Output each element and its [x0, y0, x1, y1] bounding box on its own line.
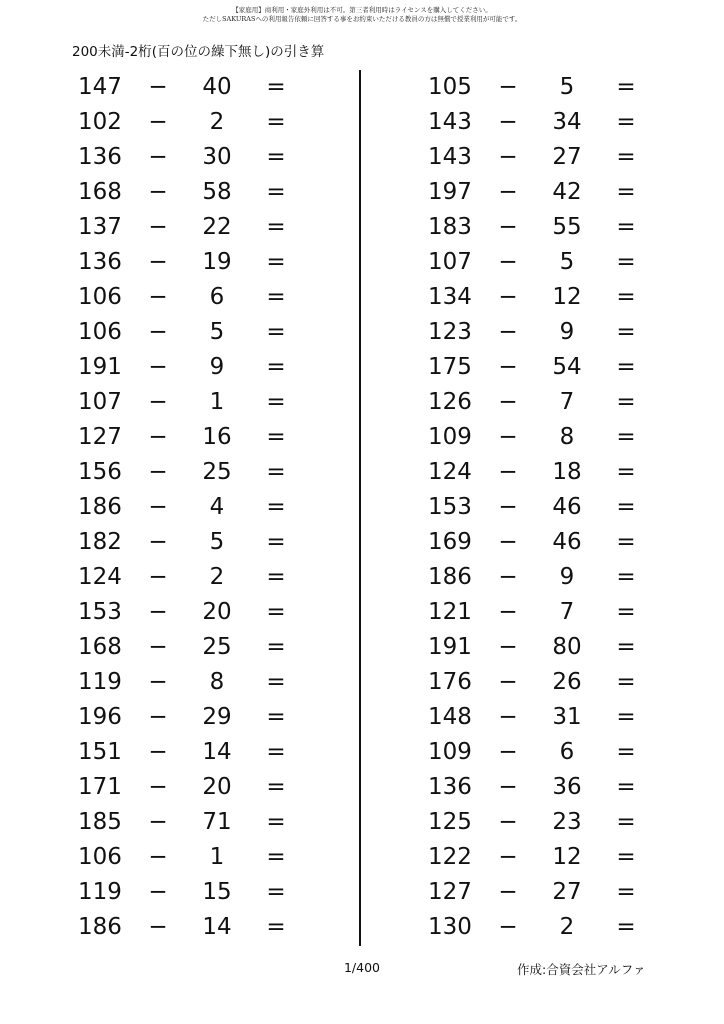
problem-row — [72, 350, 312, 385]
subtrahend: 12 — [552, 844, 582, 870]
problem-row — [422, 805, 662, 840]
minus-sign: − — [148, 214, 168, 240]
equals-sign: = — [616, 424, 636, 450]
minuend: 148 — [428, 704, 472, 730]
subtrahend: 20 — [202, 774, 232, 800]
subtrahend: 2 — [559, 914, 575, 940]
problem-row — [422, 560, 662, 595]
problem-row — [422, 840, 662, 875]
minuend: 176 — [428, 669, 472, 695]
equals-sign: = — [616, 284, 636, 310]
subtrahend: 25 — [202, 459, 232, 485]
minus-sign: − — [148, 179, 168, 205]
equals-sign: = — [616, 914, 636, 940]
problem-row — [422, 280, 662, 315]
minuend: 171 — [78, 774, 122, 800]
equals-sign: = — [266, 599, 286, 625]
subtrahend: 80 — [552, 634, 582, 660]
minuend: 143 — [428, 109, 472, 135]
problem-row — [422, 525, 662, 560]
minus-sign: − — [498, 599, 518, 625]
minus-sign: − — [498, 74, 518, 100]
equals-sign: = — [616, 319, 636, 345]
equals-sign: = — [266, 739, 286, 765]
subtrahend: 8 — [209, 669, 225, 695]
minuend: 196 — [78, 704, 122, 730]
problem-row — [72, 315, 312, 350]
minus-sign: − — [498, 634, 518, 660]
problem-row — [422, 910, 662, 945]
equals-sign: = — [266, 914, 286, 940]
minus-sign: − — [148, 494, 168, 520]
minuend: 136 — [78, 144, 122, 170]
equals-sign: = — [266, 564, 286, 590]
equals-sign: = — [616, 389, 636, 415]
minus-sign: − — [148, 319, 168, 345]
equals-sign: = — [616, 844, 636, 870]
problem-row — [72, 175, 312, 210]
minus-sign: − — [498, 879, 518, 905]
minus-sign: − — [498, 249, 518, 275]
problem-row — [72, 560, 312, 595]
license-notice-line-2: ただしSAKURASへの利用報告依頼に回答する事をお約束いただける教員の方は無償で授業利用が可能です。 — [202, 15, 522, 23]
subtrahend: 1 — [209, 389, 225, 415]
equals-sign: = — [266, 249, 286, 275]
worksheet-title: 200未満-2桁(百の位の繰下無し)の引き算 — [72, 44, 325, 60]
equals-sign: = — [616, 529, 636, 555]
minus-sign: − — [498, 389, 518, 415]
minuend: 147 — [78, 74, 122, 100]
subtrahend: 42 — [552, 179, 582, 205]
problem-row — [72, 420, 312, 455]
minuend: 124 — [78, 564, 122, 590]
problem-row — [72, 700, 312, 735]
minus-sign: − — [148, 459, 168, 485]
subtrahend: 12 — [552, 284, 582, 310]
problem-row — [422, 210, 662, 245]
problem-row — [72, 245, 312, 280]
equals-sign: = — [266, 214, 286, 240]
minuend: 109 — [428, 739, 472, 765]
minus-sign: − — [148, 774, 168, 800]
equals-sign: = — [266, 494, 286, 520]
minus-sign: − — [148, 424, 168, 450]
minuend: 137 — [78, 214, 122, 240]
equals-sign: = — [266, 669, 286, 695]
minus-sign: − — [148, 144, 168, 170]
minuend: 126 — [428, 389, 472, 415]
equals-sign: = — [266, 389, 286, 415]
minuend: 107 — [428, 249, 472, 275]
equals-sign: = — [616, 249, 636, 275]
minuend: 186 — [78, 914, 122, 940]
subtrahend: 71 — [202, 809, 232, 835]
equals-sign: = — [616, 494, 636, 520]
minus-sign: − — [148, 844, 168, 870]
problem-row — [422, 315, 662, 350]
minus-sign: − — [498, 319, 518, 345]
equals-sign: = — [266, 634, 286, 660]
equals-sign: = — [616, 564, 636, 590]
minus-sign: − — [148, 109, 168, 135]
problem-row — [422, 105, 662, 140]
subtrahend: 23 — [552, 809, 582, 835]
minus-sign: − — [148, 914, 168, 940]
problem-row — [72, 385, 312, 420]
minus-sign: − — [148, 389, 168, 415]
problem-row — [422, 665, 662, 700]
subtrahend: 9 — [559, 564, 575, 590]
minus-sign: − — [498, 844, 518, 870]
problem-row — [422, 875, 662, 910]
minuend: 153 — [428, 494, 472, 520]
subtrahend: 34 — [552, 109, 582, 135]
minus-sign: − — [148, 739, 168, 765]
minuend: 168 — [78, 634, 122, 660]
equals-sign: = — [266, 319, 286, 345]
equals-sign: = — [616, 774, 636, 800]
problem-row — [422, 385, 662, 420]
equals-sign: = — [266, 459, 286, 485]
subtrahend: 9 — [209, 354, 225, 380]
subtrahend: 6 — [209, 284, 225, 310]
equals-sign: = — [266, 774, 286, 800]
subtrahend: 2 — [209, 109, 225, 135]
equals-sign: = — [616, 74, 636, 100]
minuend: 119 — [78, 669, 122, 695]
minus-sign: − — [148, 354, 168, 380]
subtrahend: 7 — [559, 389, 575, 415]
minuend: 191 — [78, 354, 122, 380]
minuend: 107 — [78, 389, 122, 415]
problem-row — [72, 910, 312, 945]
equals-sign: = — [616, 354, 636, 380]
minus-sign: − — [148, 669, 168, 695]
problem-row — [422, 140, 662, 175]
minuend: 156 — [78, 459, 122, 485]
problem-row — [72, 770, 312, 805]
subtrahend: 58 — [202, 179, 232, 205]
minuend: 123 — [428, 319, 472, 345]
minuend: 127 — [428, 879, 472, 905]
license-notice — [0, 6, 724, 24]
left-problem-column — [72, 70, 312, 945]
equals-sign: = — [266, 74, 286, 100]
minus-sign: − — [498, 494, 518, 520]
minus-sign: − — [498, 179, 518, 205]
minuend: 175 — [428, 354, 472, 380]
equals-sign: = — [266, 424, 286, 450]
problem-row — [422, 350, 662, 385]
minus-sign: − — [498, 424, 518, 450]
equals-sign: = — [616, 109, 636, 135]
minus-sign: − — [498, 354, 518, 380]
subtrahend: 29 — [202, 704, 232, 730]
problem-row — [422, 175, 662, 210]
subtrahend: 1 — [209, 844, 225, 870]
subtrahend: 54 — [552, 354, 582, 380]
minuend: 109 — [428, 424, 472, 450]
minus-sign: − — [148, 249, 168, 275]
minus-sign: − — [498, 809, 518, 835]
minuend: 168 — [78, 179, 122, 205]
subtrahend: 4 — [209, 494, 225, 520]
right-problem-column — [422, 70, 662, 945]
subtrahend: 30 — [202, 144, 232, 170]
minuend: 169 — [428, 529, 472, 555]
equals-sign: = — [616, 144, 636, 170]
minuend: 102 — [78, 109, 122, 135]
problem-row — [72, 665, 312, 700]
minuend: 122 — [428, 844, 472, 870]
minus-sign: − — [148, 809, 168, 835]
equals-sign: = — [616, 179, 636, 205]
problem-row — [72, 490, 312, 525]
problem-row — [72, 805, 312, 840]
equals-sign: = — [616, 459, 636, 485]
equals-sign: = — [266, 879, 286, 905]
minuend: 106 — [78, 284, 122, 310]
minuend: 106 — [78, 844, 122, 870]
subtrahend: 19 — [202, 249, 232, 275]
subtrahend: 55 — [552, 214, 582, 240]
problem-row — [72, 735, 312, 770]
problem-row — [422, 245, 662, 280]
minuend: 105 — [428, 74, 472, 100]
subtrahend: 5 — [209, 529, 225, 555]
minuend: 119 — [78, 879, 122, 905]
minuend: 186 — [428, 564, 472, 590]
author-credit: 作成:合資会社アルファ — [517, 962, 646, 977]
minuend: 106 — [78, 319, 122, 345]
minuend: 127 — [78, 424, 122, 450]
minuend: 136 — [428, 774, 472, 800]
minus-sign: − — [498, 214, 518, 240]
problem-row — [422, 630, 662, 665]
minus-sign: − — [498, 739, 518, 765]
minus-sign: − — [498, 144, 518, 170]
subtrahend: 5 — [559, 249, 575, 275]
problem-row — [72, 875, 312, 910]
subtrahend: 2 — [209, 564, 225, 590]
problem-row — [422, 455, 662, 490]
subtrahend: 5 — [209, 319, 225, 345]
minuend: 151 — [78, 739, 122, 765]
problem-row — [72, 595, 312, 630]
minuend: 121 — [428, 599, 472, 625]
problem-row — [422, 490, 662, 525]
equals-sign: = — [266, 844, 286, 870]
minus-sign: − — [148, 74, 168, 100]
equals-sign: = — [266, 354, 286, 380]
problem-row — [422, 595, 662, 630]
problem-row — [72, 105, 312, 140]
equals-sign: = — [266, 109, 286, 135]
subtrahend: 27 — [552, 879, 582, 905]
subtrahend: 9 — [559, 319, 575, 345]
minuend: 197 — [428, 179, 472, 205]
equals-sign: = — [266, 529, 286, 555]
equals-sign: = — [616, 809, 636, 835]
subtrahend: 36 — [552, 774, 582, 800]
minus-sign: − — [498, 914, 518, 940]
minus-sign: − — [148, 284, 168, 310]
subtrahend: 5 — [559, 74, 575, 100]
minuend: 182 — [78, 529, 122, 555]
problem-row — [422, 770, 662, 805]
subtrahend: 14 — [202, 914, 232, 940]
equals-sign: = — [616, 704, 636, 730]
subtrahend: 26 — [552, 669, 582, 695]
minuend: 136 — [78, 249, 122, 275]
minuend: 191 — [428, 634, 472, 660]
equals-sign: = — [266, 179, 286, 205]
subtrahend: 14 — [202, 739, 232, 765]
subtrahend: 20 — [202, 599, 232, 625]
equals-sign: = — [616, 879, 636, 905]
license-notice-line-1: 【家庭用】商利用・家庭外利用は不可。第三者利用時はライセンスを購入してください。 — [232, 6, 492, 14]
subtrahend: 6 — [559, 739, 575, 765]
problem-row — [422, 70, 662, 105]
problem-row — [422, 735, 662, 770]
minuend: 143 — [428, 144, 472, 170]
subtrahend: 7 — [559, 599, 575, 625]
subtrahend: 31 — [552, 704, 582, 730]
equals-sign: = — [266, 144, 286, 170]
equals-sign: = — [266, 284, 286, 310]
equals-sign: = — [616, 599, 636, 625]
problem-row — [72, 280, 312, 315]
subtrahend: 8 — [559, 424, 575, 450]
subtrahend: 18 — [552, 459, 582, 485]
minus-sign: − — [148, 634, 168, 660]
minus-sign: − — [498, 564, 518, 590]
minuend: 124 — [428, 459, 472, 485]
problem-row — [72, 840, 312, 875]
minus-sign: − — [498, 669, 518, 695]
problem-row — [422, 700, 662, 735]
minuend: 183 — [428, 214, 472, 240]
minus-sign: − — [148, 704, 168, 730]
equals-sign: = — [266, 809, 286, 835]
minus-sign: − — [498, 109, 518, 135]
problem-row — [72, 70, 312, 105]
minuend: 185 — [78, 809, 122, 835]
minus-sign: − — [498, 704, 518, 730]
page-number: 1/400 — [343, 960, 381, 975]
equals-sign: = — [616, 669, 636, 695]
minuend: 125 — [428, 809, 472, 835]
minuend: 153 — [78, 599, 122, 625]
problem-row — [422, 420, 662, 455]
problem-row — [72, 525, 312, 560]
subtrahend: 15 — [202, 879, 232, 905]
column-divider — [359, 70, 361, 946]
minus-sign: − — [498, 284, 518, 310]
minus-sign: − — [148, 529, 168, 555]
minuend: 134 — [428, 284, 472, 310]
problem-row — [72, 455, 312, 490]
minus-sign: − — [498, 529, 518, 555]
equals-sign: = — [616, 214, 636, 240]
problem-row — [72, 140, 312, 175]
equals-sign: = — [266, 704, 286, 730]
subtrahend: 40 — [202, 74, 232, 100]
subtrahend: 27 — [552, 144, 582, 170]
minus-sign: − — [148, 599, 168, 625]
subtrahend: 46 — [552, 529, 582, 555]
subtrahend: 16 — [202, 424, 232, 450]
minus-sign: − — [148, 564, 168, 590]
subtrahend: 22 — [202, 214, 232, 240]
subtrahend: 25 — [202, 634, 232, 660]
problem-row — [72, 630, 312, 665]
equals-sign: = — [616, 739, 636, 765]
minus-sign: − — [148, 879, 168, 905]
equals-sign: = — [616, 634, 636, 660]
minuend: 186 — [78, 494, 122, 520]
subtrahend: 46 — [552, 494, 582, 520]
problem-row — [72, 210, 312, 245]
minus-sign: − — [498, 459, 518, 485]
minuend: 130 — [428, 914, 472, 940]
minus-sign: − — [498, 774, 518, 800]
